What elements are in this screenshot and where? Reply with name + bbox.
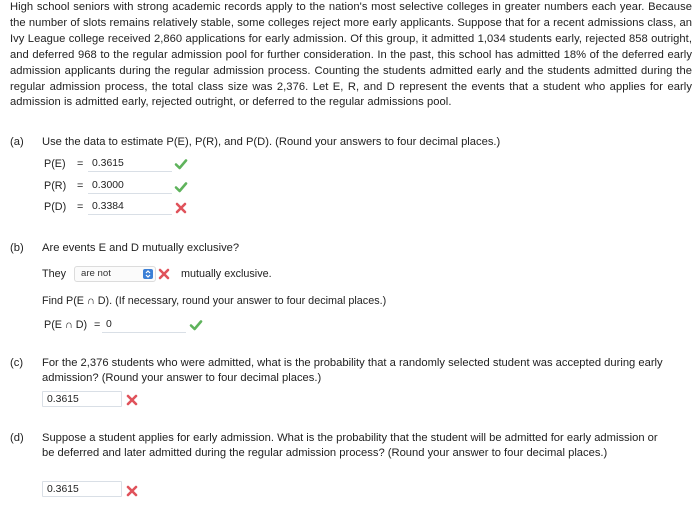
part-a-label: (a): [10, 136, 24, 148]
x-icon: [157, 267, 171, 281]
ped-equals: =: [94, 319, 101, 331]
check-icon: [174, 157, 188, 171]
part-c-question: For the 2,376 students who were admitted, what is the probability that a randomly selected student was accepted during early admission? (Round your answer to four decimal places.): [42, 357, 663, 384]
problem-intro: High school seniors with strong academic records apply to the nation's most selective colleges in greater numbers each year. Because the number of slots remains relatively stable, some colleges reject more early applicants. Suppose that for a recent admissions class, an Ivy League college received 2,860 applications for early admission. Of this group, it admitted 1,034 students early, rejected 858 outright, and deferred 968 to the regular admission pool for further consideration. In the past, this school has admitted 18% of the deferred early admission applicants during the regular admission process. Counting the students admitted early and the students admitted during the regular admission process, the total class size was 2,376. Let E, R, and D represent the events that a student who applies for early admission is admitted early, rejected outright, or deferred to the regular admissions pool.: [10, 1, 692, 109]
check-icon: [189, 318, 203, 332]
select-value: are not: [81, 268, 111, 279]
pe-equals: =: [77, 158, 84, 170]
part-d-label: (d): [10, 432, 24, 444]
pe-input[interactable]: 0.3615: [88, 156, 172, 172]
pd-input[interactable]: 0.3384: [88, 199, 172, 215]
pd-label: P(D): [44, 201, 67, 213]
part-d-question: Suppose a student applies for early admission. What is the probability that the student will be admitted for early admission or be deferred and later admitted during the regular admission process? (Round your answer to four decimal places.): [42, 432, 658, 459]
ped-label: P(E ∩ D): [44, 319, 88, 331]
find-ped-prompt: Find P(E ∩ D). (If necessary, round your answer to four decimal places.): [42, 295, 387, 307]
x-icon: [125, 484, 139, 498]
pe-label: P(E): [44, 158, 66, 170]
they-label: They: [42, 268, 67, 280]
mutually-exclusive-text: mutually exclusive.: [181, 268, 272, 280]
x-icon: [125, 393, 139, 407]
part-b-question: Are events E and D mutually exclusive?: [42, 242, 240, 254]
mutually-exclusive-select[interactable]: [74, 266, 156, 282]
ped-input[interactable]: 0: [102, 317, 186, 333]
pd-equals: =: [77, 201, 84, 213]
x-icon: [174, 201, 188, 215]
check-icon: [174, 180, 188, 194]
select-arrows-icon: [143, 269, 153, 279]
pr-equals: =: [77, 180, 84, 192]
part-d-input[interactable]: 0.3615: [42, 481, 122, 497]
pr-label: P(R): [44, 180, 67, 192]
part-a-question: Use the data to estimate P(E), P(R), and P(D). (Round your answers to four decimal places.): [42, 136, 501, 148]
pr-input[interactable]: 0.3000: [88, 178, 172, 194]
part-b-label: (b): [10, 242, 24, 254]
part-c-label: (c): [10, 357, 24, 369]
part-c-input[interactable]: 0.3615: [42, 391, 122, 407]
